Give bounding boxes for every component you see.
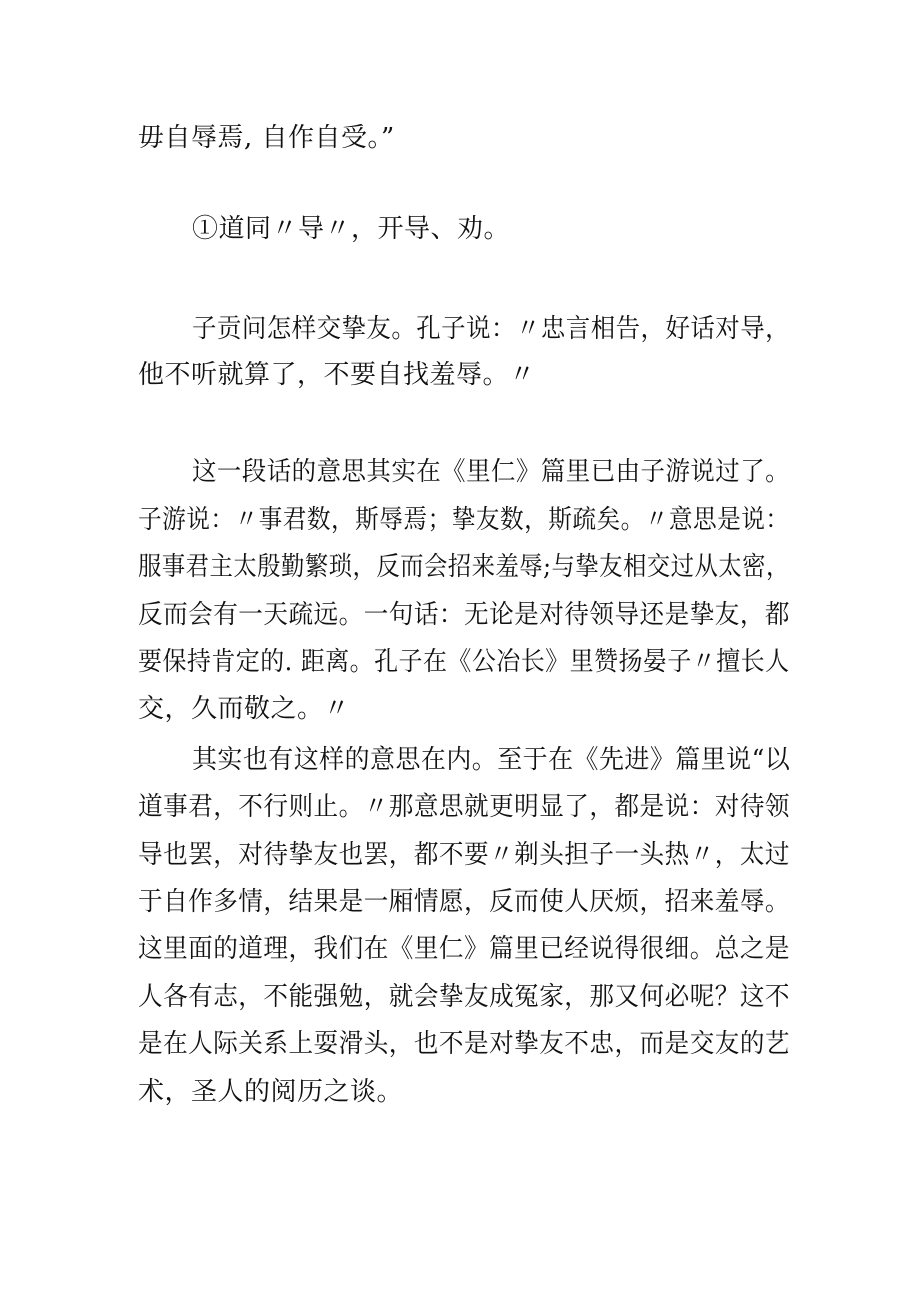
text-line: 交，久而敬之。〃 [138,694,351,724]
text-line: 服事君主太殷勤繁琐，反而会招来羞辱;与挚友相交过从太密， [138,552,790,582]
text-line: 术，圣人的阅历之谈。 [138,1077,404,1107]
text-line: 道事君，不行则止。〃那意思就更明显了，都是说：对待领 [138,792,791,822]
text-line: 子游说：〃事君数，斯辱焉；挚友数，斯疏矣。〃意思是说： [138,505,790,535]
text-line: 是在人际关系上耍滑头，也不是对挚友不忠，而是交友的艺 [138,1029,791,1059]
text-line: 他不听就算了，不要自找羞辱。〃 [138,360,536,390]
text-line: 导也罢，对待挚友也罢，都不要〃剃头担子一头热〃，太过 [138,840,791,870]
text-line: 反而会有一天疏远。一句话：无论是对待领导还是挚友，都 [138,600,791,630]
text-line: 这一段话的意思其实在《里仁》篇里已由子游说过了。 [192,457,791,487]
text-line: 人各有志，不能强勉，就会挚友成冤家，那又何必呢？这不 [138,982,791,1012]
text-line: 子贡问怎样交挚友。孔子说：〃忠言相告，好话对导， [192,314,791,344]
text-line: 其实也有这样的意思在内。至于在《先进》篇里说“以 [192,745,791,775]
text-line: 于自作多情，结果是一厢情愿，反而使人厌烦，招来羞辱。 [138,887,791,917]
text-line: 要保持肯定的. 距离。孔子在《公冶长》里赞扬晏子〃擅长人 [138,647,790,677]
text-line: 这里面的道理，我们在《里仁》篇里已经说得很细。总之是 [138,934,791,964]
text-line: 毋自辱焉, 自作自受。” [138,123,395,153]
footnote-line: ①道同〃导〃，开导、劝。 [192,214,511,244]
